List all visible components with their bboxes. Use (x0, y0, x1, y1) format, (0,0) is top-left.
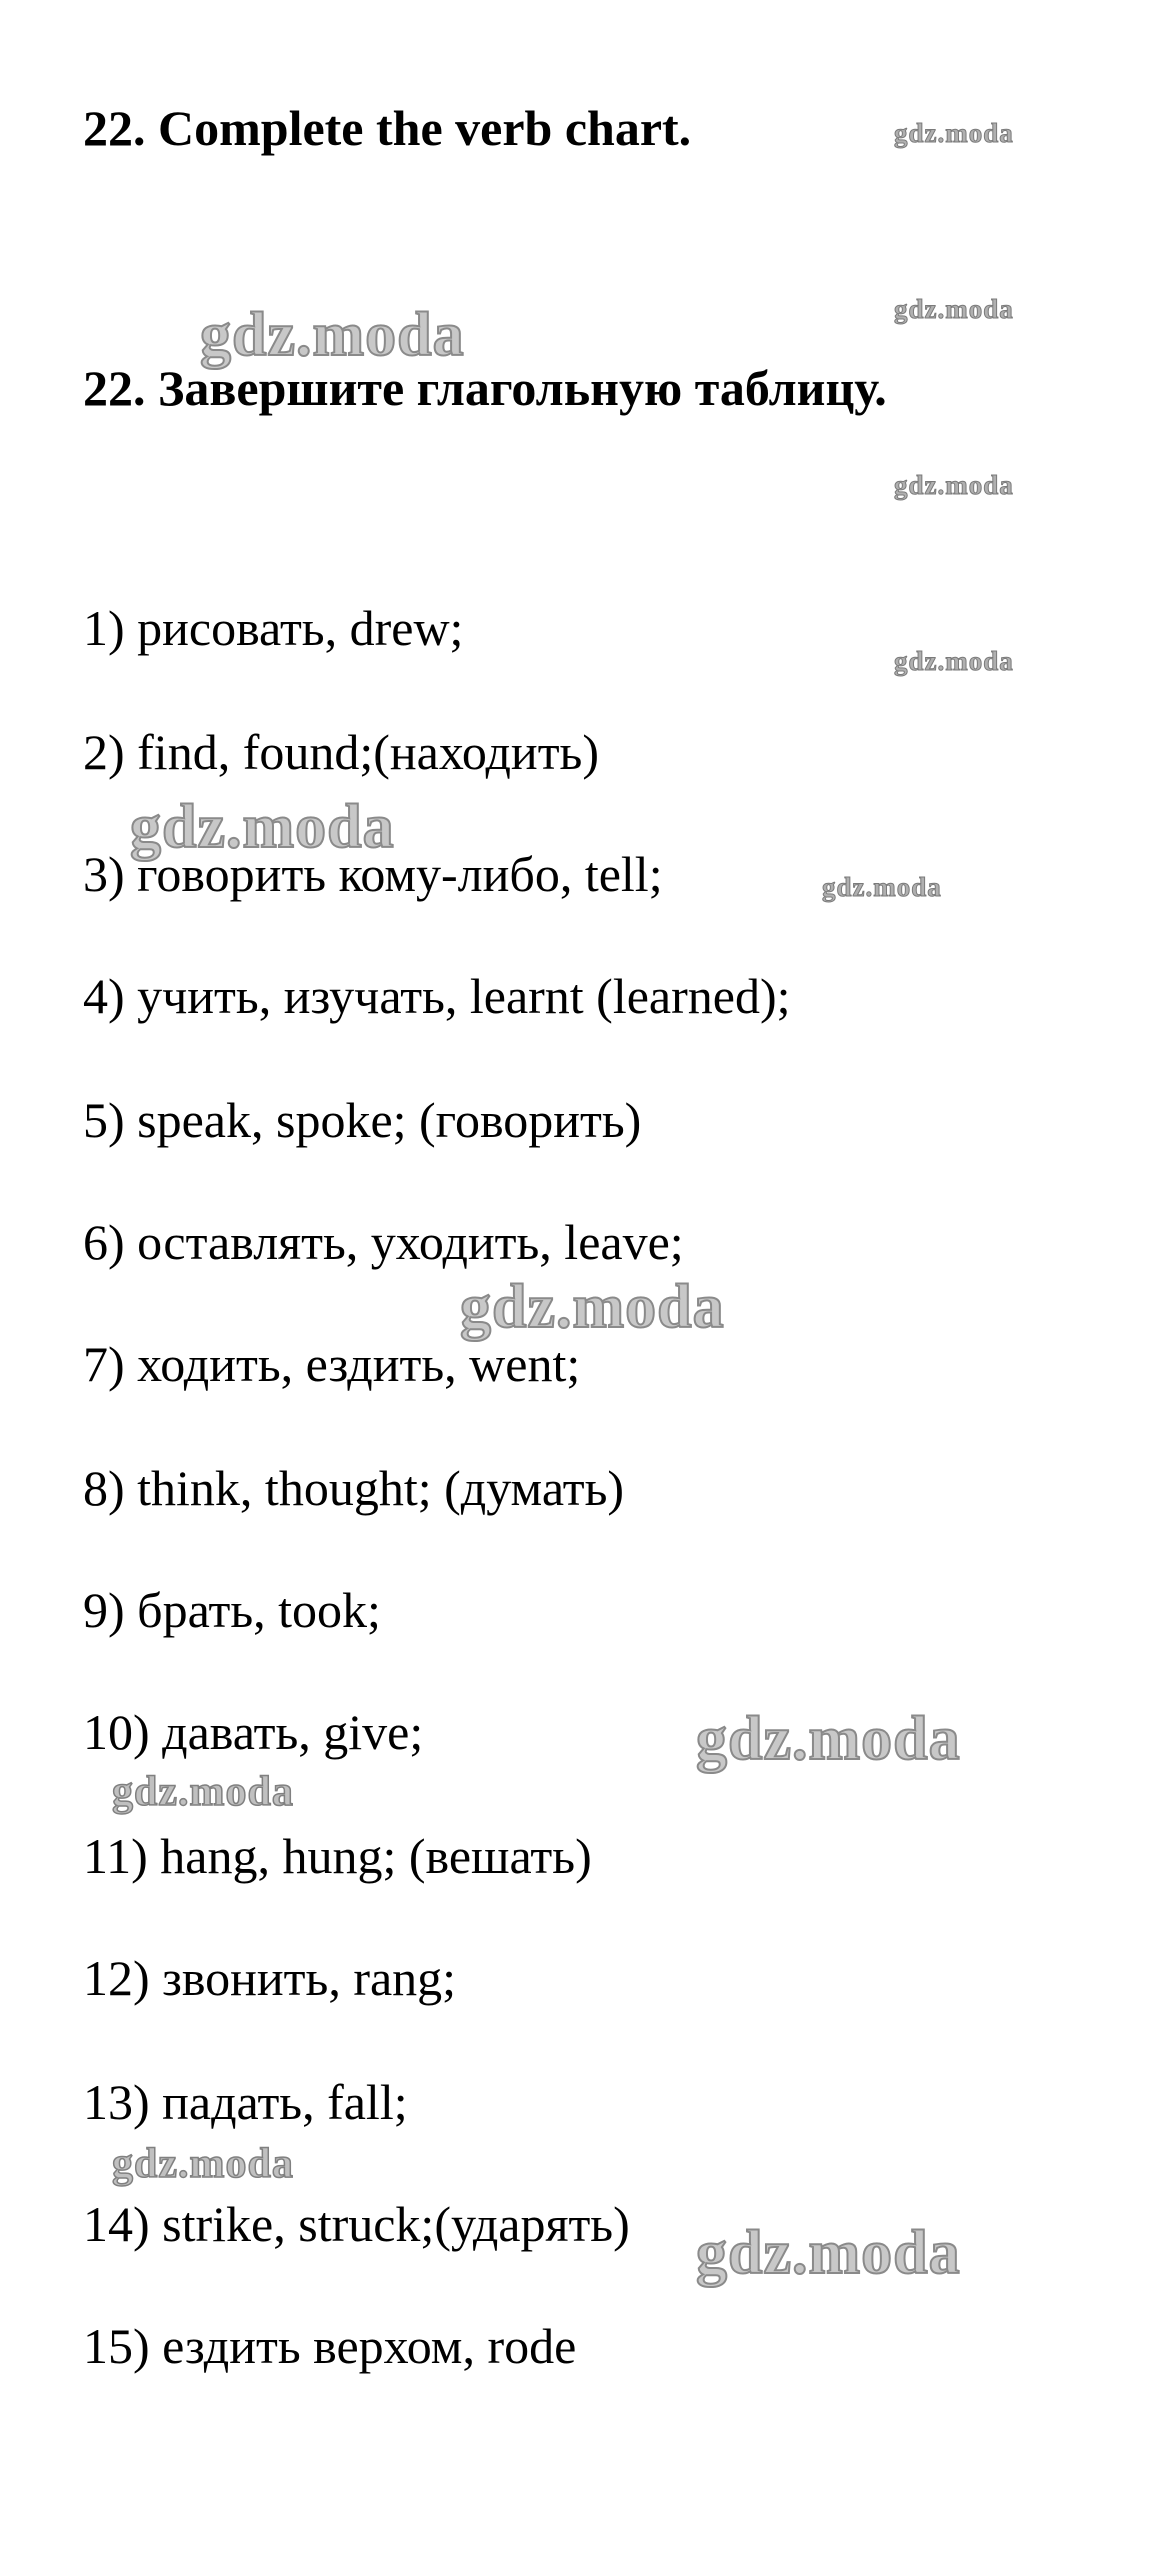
watermark-logo: gdz.moda (894, 646, 1014, 676)
answer-item: 15) ездить верхом, rode (83, 2318, 577, 2374)
watermark-logo: gdz.moda (200, 301, 465, 369)
answer-item: 9) брать, took; (83, 1582, 381, 1638)
answer-item: 12) звонить, rang; (83, 1950, 457, 2006)
answer-item: 11) hang, hung; (вешать) (83, 1828, 592, 1884)
watermark-logo: gdz.moda (130, 793, 395, 861)
watermark-logo: gdz.moda (894, 118, 1014, 148)
answer-item: 4) учить, изучать, learnt (learned); (83, 968, 791, 1024)
answer-item: 6) оставлять, уходить, leave; (83, 1214, 684, 1270)
watermark-logo: gdz.moda (894, 294, 1014, 324)
answer-item: 14) strike, struck;(ударять) (83, 2196, 630, 2252)
answer-item: 3) говорить кому-либо, tell; (83, 846, 663, 902)
answer-item: 1) рисовать, drew; (83, 600, 464, 656)
watermark-logo: gdz.moda (894, 470, 1014, 500)
watermark-logo: gdz.moda (696, 2219, 961, 2287)
watermark-logo: gdz.moda (696, 1705, 961, 1773)
watermark-logo: gdz.moda (460, 1273, 725, 1341)
answer-item: 7) ходить, ездить, went; (83, 1336, 581, 1392)
answer-item: 13) падать, fall; (83, 2074, 408, 2130)
answer-item: 2) find, found;(находить) (83, 724, 599, 780)
watermark-logo: gdz.moda (822, 872, 942, 902)
answer-item: 5) speak, spoke; (говорить) (83, 1092, 642, 1148)
exercise-title-russian: 22. Завершите глагольную таблицу. (83, 360, 887, 416)
watermark-logo: gdz.moda (112, 2141, 294, 2187)
exercise-title-english: 22. Complete the verb chart. (83, 100, 692, 156)
answer-item: 8) think, thought; (думать) (83, 1460, 625, 1516)
watermark-logo: gdz.moda (112, 1769, 294, 1815)
answer-item: 10) давать, give; (83, 1704, 424, 1760)
